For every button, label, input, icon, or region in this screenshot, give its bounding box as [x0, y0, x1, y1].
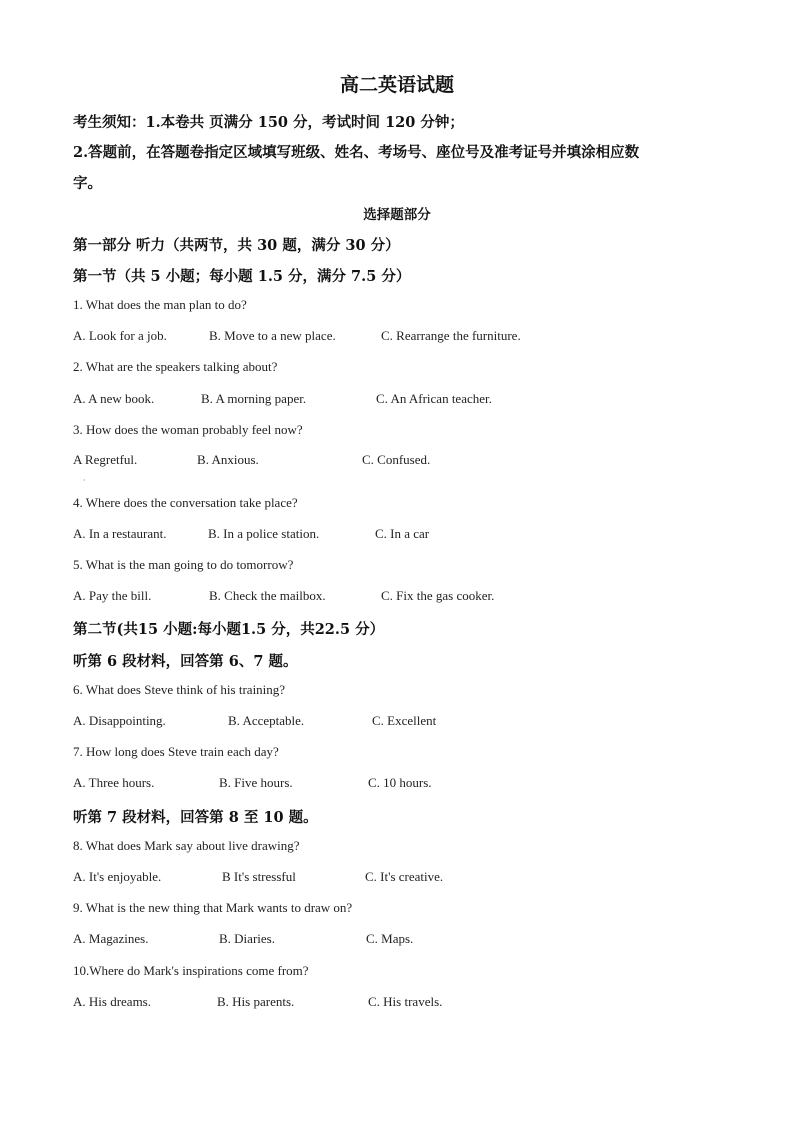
q1-option-b: B. Move to a new place. [209, 328, 336, 343]
question-3: 3. How does the woman probably feel now? [73, 422, 303, 437]
q4-option-c: C. In a car [375, 526, 430, 541]
material7-heading: 听第 7 段材料，回答第 8 至 10 题。 [73, 809, 318, 826]
section-heading: 选择题部分 [363, 207, 431, 223]
q9-option-b: B. Diaries. [219, 931, 275, 946]
q1-option-c: C. Rearrange the furniture. [381, 328, 521, 343]
q2-option-a: A. A new book. [73, 391, 155, 406]
q8-option-a: A. It's enjoyable. [73, 869, 162, 884]
q10-option-b: B. His parents. [217, 994, 295, 1009]
question-10: 10.Where do Mark's inspirations come from? [73, 963, 309, 978]
q10-option-c: C. His travels. [368, 994, 443, 1009]
q9-option-c: C. Maps. [366, 931, 414, 946]
notice-line-3: 字。 [73, 175, 102, 192]
question-9: 9. What is the new thing that Mark wants to draw on? [73, 900, 353, 915]
q4-option-a: A. In a restaurant. [73, 526, 167, 541]
q8-option-c: C. It's creative. [365, 869, 444, 884]
q8-option-b: B It's stressful [222, 869, 296, 884]
question-5: 5. What is the man going to do tomorrow? [73, 557, 294, 572]
section1-heading: 第一节（共 5 小题；每小题 1.5 分，满分 7.5 分） [73, 268, 411, 285]
section2-heading: 第二节(共15 小题:每小题1.5 分，共22.5 分） [73, 621, 385, 638]
q3-option-a: A Regretful. [73, 452, 138, 467]
stray-mark: · [83, 476, 86, 485]
exam-title: 高二英语试题 [339, 74, 454, 96]
material6-heading: 听第 6 段材料，回答第 6、7 题。 [73, 653, 298, 670]
q7-option-b: B. Five hours. [219, 775, 293, 790]
notice-line-1: 考生须知：1.本卷共 页满分 150 分，考试时间 120 分钟； [73, 114, 464, 131]
q3-option-c: C. Confused. [362, 452, 431, 467]
q2-option-c: C. An African teacher. [376, 391, 492, 406]
q1-option-a: A. Look for a job. [73, 328, 167, 343]
part1-heading: 第一部分 听力（共两节，共 30 题，满分 30 分） [73, 237, 400, 254]
question-4: 4. Where does the conversation take place? [73, 495, 298, 510]
question-7: 7. How long does Steve train each day? [73, 744, 279, 759]
q7-option-a: A. Three hours. [73, 775, 155, 790]
q6-option-a: A. Disappointing. [73, 713, 166, 728]
q7-option-c: C. 10 hours. [368, 775, 432, 790]
q6-option-c: C. Excellent [372, 713, 437, 728]
q5-option-a: A. Pay the bill. [73, 588, 152, 603]
q2-option-b: B. A morning paper. [201, 391, 307, 406]
q6-option-b: B. Acceptable. [228, 713, 305, 728]
q5-option-c: C. Fix the gas cooker. [381, 588, 495, 603]
q4-option-b: B. In a police station. [208, 526, 320, 541]
question-2: 2. What are the speakers talking about? [73, 359, 278, 374]
q10-option-a: A. His dreams. [73, 994, 151, 1009]
q3-option-b: B. Anxious. [197, 452, 259, 467]
q9-option-a: A. Magazines. [73, 931, 149, 946]
question-1: 1. What does the man plan to do? [73, 297, 247, 312]
q5-option-b: B. Check the mailbox. [209, 588, 326, 603]
notice-line-2: 2.答题前，在答题卷指定区域填写班级、姓名、考场号、座位号及准考证号并填涂相应数 [73, 144, 640, 161]
question-8: 8. What does Mark say about live drawing? [73, 838, 300, 853]
question-6: 6. What does Steve think of his training? [73, 682, 286, 697]
